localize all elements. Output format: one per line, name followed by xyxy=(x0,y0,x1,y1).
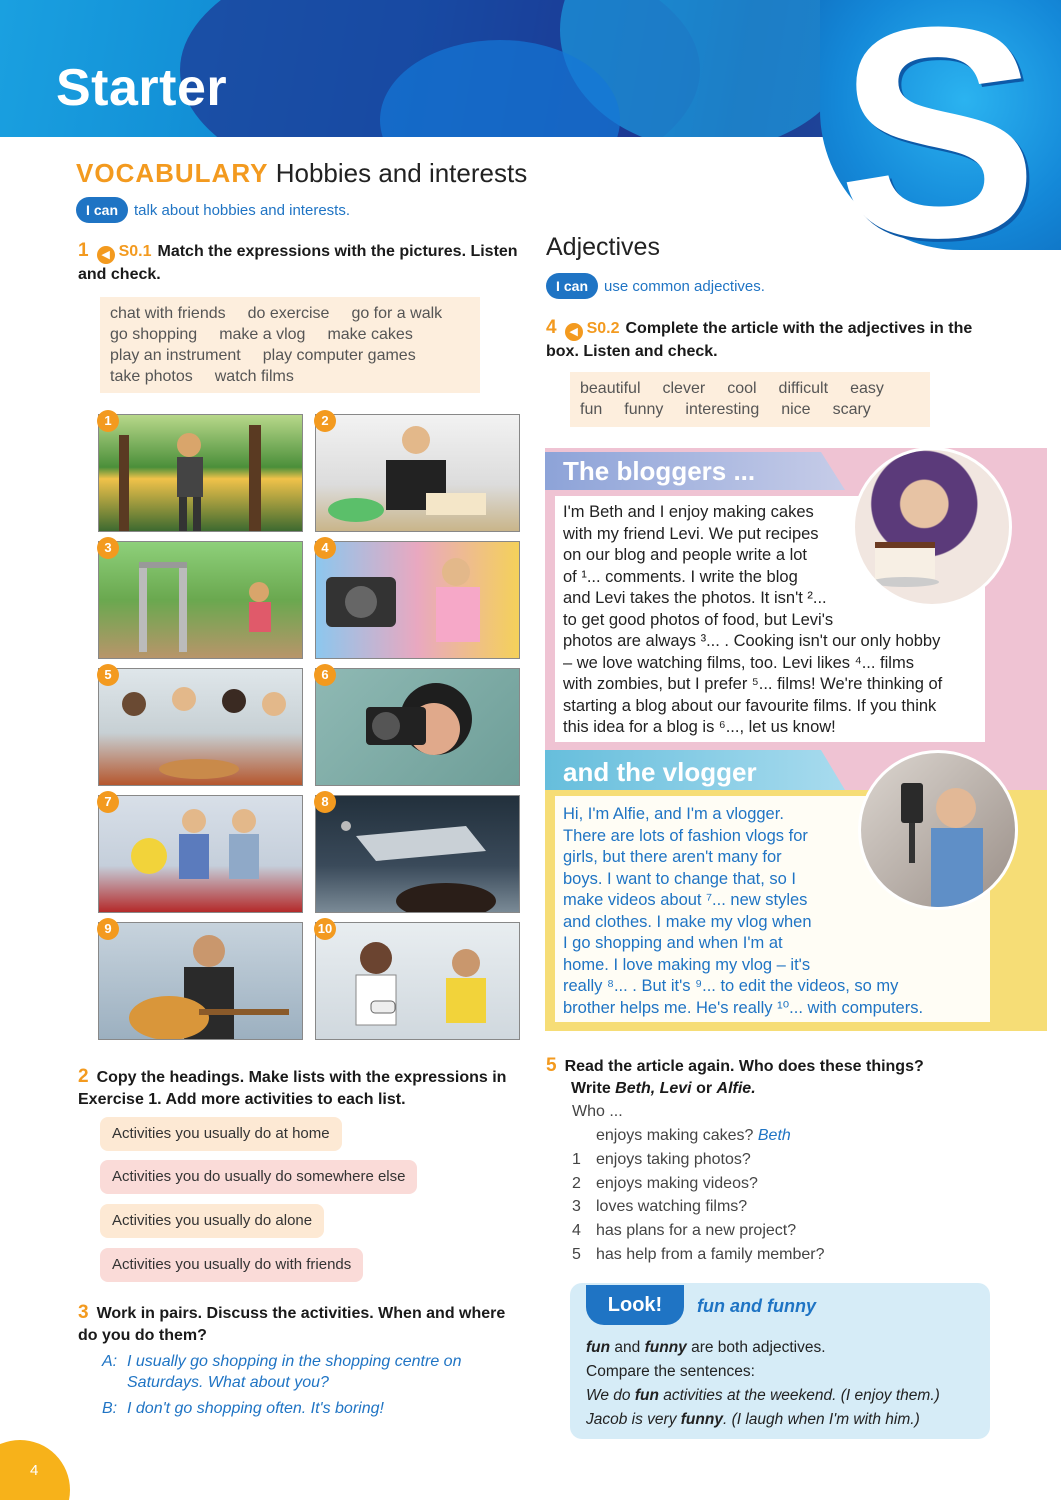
picture-number: 5 xyxy=(97,664,119,686)
page-number: 4 xyxy=(30,1462,39,1479)
exercise-2-instruction xyxy=(78,1066,528,1111)
picture-illustration xyxy=(316,669,520,786)
picture-number: 9 xyxy=(97,918,119,940)
instruction-text: Match the expressions with the pictures. Listen and check. xyxy=(78,243,518,283)
exercise-number: 1 xyxy=(78,240,89,261)
picture-illustration xyxy=(99,669,303,786)
picture-number: 7 xyxy=(97,791,119,813)
instruction-text: Copy the headings. Make lists with the expressions in Exercise 1. Add more activities to each list. xyxy=(78,1069,507,1108)
exercise-number: 5 xyxy=(546,1055,557,1076)
question-item: 1 enjoys taking photos? xyxy=(572,1151,751,1168)
picture-number: 4 xyxy=(314,537,336,559)
ican-text: use common adjectives. xyxy=(604,277,765,295)
bloggers-text: I'm Beth and I enjoy making cakes with my friend Levi. We put recipes on our blog and people write a lot of ¹... comments. I write the blog and Levi takes the photos. It isn't ²... to get good photos of food, but Levi's photos are always ³... . Cooking isn't our only hobby – we love watching films, too. Levi likes ⁴... films with zombies, but I prefer ⁵... films! We're thinking of starting a blog about our favourite films. If you think this idea for a blog is ⁶..., let us know! xyxy=(563,503,943,736)
look-label: Look! xyxy=(586,1285,684,1325)
picture-number: 3 xyxy=(97,537,119,559)
picture-play-computer-games xyxy=(315,922,520,1040)
ican-objective xyxy=(546,273,765,299)
exercise-4-instruction xyxy=(546,317,986,363)
picture-chat-with-friends xyxy=(98,668,303,786)
picture-number: 8 xyxy=(314,791,336,813)
vlogger-title: and the vlogger xyxy=(563,757,757,787)
picture-go-for-a-walk xyxy=(98,414,303,532)
instruction-text: Complete the article with the adjectives in the box. Listen and check. xyxy=(546,320,973,360)
exercise-1-instruction xyxy=(78,240,518,286)
picture-illustration xyxy=(99,415,303,532)
heading-pill: Activities you usually do with friends xyxy=(100,1248,363,1282)
question-item: 3 loves watching films? xyxy=(572,1198,748,1215)
picture-illustration xyxy=(316,796,520,913)
exercise-5-instruction: 5 Read the article again. Who does these things? Write Beth, Levi or Alfie. xyxy=(546,1055,924,1097)
section-title: Hobbies and interests xyxy=(275,158,528,188)
picture-take-photos xyxy=(315,668,520,786)
picture-make-cakes xyxy=(315,414,520,532)
bloggers-title: The bloggers ... xyxy=(563,456,756,486)
section-heading xyxy=(76,158,527,189)
look-title: fun and funny xyxy=(697,1296,816,1316)
picture-illustration xyxy=(99,542,303,659)
picture-do-exercise xyxy=(98,541,303,659)
photo-girl-decorating-cake xyxy=(852,447,1012,607)
who-label: Who ... xyxy=(572,1103,623,1120)
ican-objective xyxy=(76,197,350,223)
section-label: VOCABULARY xyxy=(76,158,269,188)
look-body: fun and funny are both adjectives. Compare the sentences: We do fun activities at the weekend. (I enjoy them.) Jacob is very funny. (I laugh when I'm with him.) xyxy=(586,1339,940,1428)
picture-watch-films xyxy=(315,795,520,913)
audio-track-code: S0.2 xyxy=(586,320,620,337)
exercise-number: 3 xyxy=(78,1302,89,1323)
page-title: Starter xyxy=(56,59,228,117)
vlogger-text: Hi, I'm Alfie, and I'm a vlogger. There are lots of fashion vlogs for girls, but there aren't many for boys. I want to change that, so I make videos about ⁷... new styles and clothes. I make my vlog when I go shopping and when I'm at home. I love making my vlog – it's really ⁸... . But it's ⁹... to edit the videos, so my brother helps me. He's really ¹⁰... with computers. xyxy=(563,805,924,1017)
ican-text: talk about hobbies and interests. xyxy=(134,201,350,219)
audio-icon[interactable]: ◀ xyxy=(97,246,115,264)
starter-letter-logo: S xyxy=(838,0,1039,300)
heading-pill: Activities you usually do alone xyxy=(100,1204,324,1238)
picture-number: 10 xyxy=(314,918,336,940)
photo-illustration xyxy=(861,753,1018,910)
picture-illustration xyxy=(316,923,520,1040)
expressions-word-box: chat with friends do exercise go for a walk go shopping make a vlog make cakes play an instrument play computer games take photos watch films xyxy=(100,297,480,393)
picture-illustration xyxy=(99,796,303,913)
picture-go-shopping xyxy=(98,795,303,913)
picture-illustration xyxy=(316,415,520,532)
picture-illustration xyxy=(316,542,520,659)
picture-number: 6 xyxy=(314,664,336,686)
exercise-number: 4 xyxy=(546,317,557,338)
example-question: enjoys making cakes? Beth xyxy=(596,1127,791,1144)
picture-make-a-vlog xyxy=(315,541,520,659)
adjectives-heading: Adjectives xyxy=(546,233,660,261)
example-answer: Beth xyxy=(757,1127,791,1144)
model-answer-b: B: I don't go shopping often. It's boring! xyxy=(102,1400,384,1417)
photo-illustration xyxy=(855,450,1012,607)
instruction-text: Work in pairs. Discuss the activities. When and where do you do them? xyxy=(78,1305,506,1344)
question-item: 2 enjoys making videos? xyxy=(572,1175,758,1192)
ican-badge: I can xyxy=(546,273,598,299)
question-item: 5 has help from a family member? xyxy=(572,1246,825,1263)
ican-badge: I can xyxy=(76,197,128,223)
heading-pill: Activities you do usually do somewhere else xyxy=(100,1160,417,1194)
exercise-3-instruction xyxy=(78,1302,508,1347)
picture-play-an-instrument xyxy=(98,922,303,1040)
picture-number: 1 xyxy=(97,410,119,432)
heading-pill: Activities you usually do at home xyxy=(100,1117,342,1151)
audio-track-code: S0.1 xyxy=(118,243,152,260)
photo-boy-vlogging xyxy=(858,750,1018,910)
audio-icon[interactable]: ◀ xyxy=(565,323,583,341)
model-answer-a: A: I usually go shopping in the shopping centre on Saturdays. What about you? xyxy=(102,1353,462,1391)
picture-number: 2 xyxy=(314,410,336,432)
question-item: 4 has plans for a new project? xyxy=(572,1222,797,1239)
picture-illustration xyxy=(99,923,303,1040)
adjectives-word-box: beautiful clever cool difficult easy fun funny interesting nice scary xyxy=(570,372,930,427)
exercise-number: 2 xyxy=(78,1066,89,1087)
